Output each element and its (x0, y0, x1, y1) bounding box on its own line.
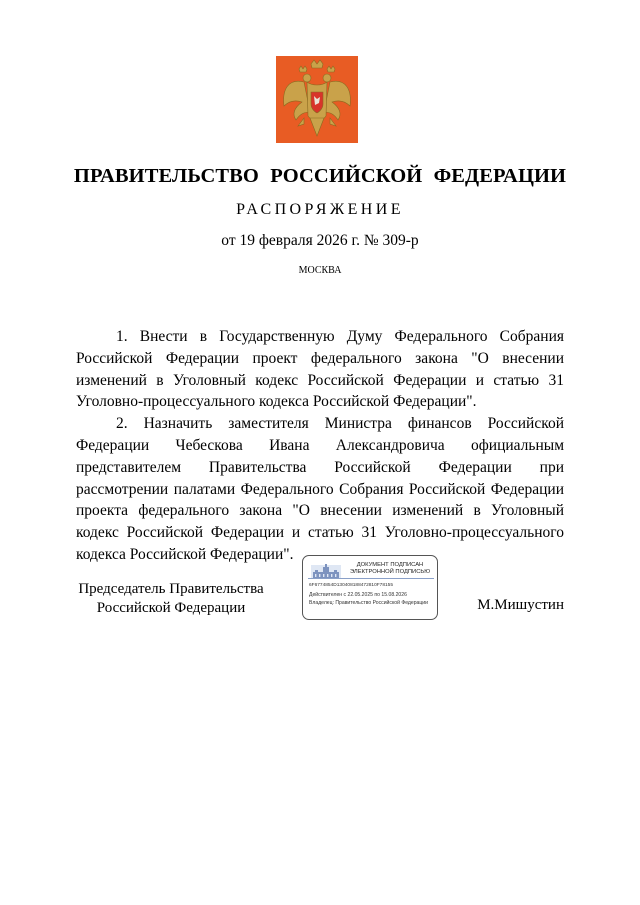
stamp-validity: Действителен с 22.05.2025 по 15.08.2026 (309, 592, 407, 598)
stamp-owner: Владелец: Правительство Российской Федерации (309, 600, 429, 606)
stamp-heading-line-1: ДОКУМЕНТ ПОДПИСАН (356, 562, 424, 568)
order-paragraph-1: 1. Внести в Государственную Думу Федерального Собрания Российской Федерации проект федерального закона "О внесении изменений в Уголовный кодекс Российской Федерации и статью 31 Уголовно-процессуального кодекса Российской Федерации". (76, 328, 564, 411)
russian-coat-of-arms-icon (276, 56, 358, 143)
stamp-heading-line-2: ЭЛЕКТРОННОЙ ПОДПИСЬЮ (349, 569, 431, 575)
signer-position-line-1: Председатель Правительства (78, 581, 264, 597)
stamp-heading (343, 562, 437, 576)
order-body (76, 326, 564, 566)
signer-position-line-2: Российской Федерации (96, 600, 246, 616)
government-title: ПРАВИТЕЛЬСТВО РОССИЙСКОЙ ФЕДЕРАЦИИ (73, 165, 567, 187)
order-paragraph-2: 2. Назначить заместителя Министра финансов Российской Федерации Чебескова Ивана Александровича официальным представителем Правительства Российской Федерации при рассмотрении палатами Федерального Собрания Российской Федерации проекта федерального закона "О внесении изменений в Уголовный кодекс Российской Федерации и статью 31 Уголовно-процессуального кодекса Российской Федерации". (76, 415, 564, 563)
signer-position (76, 580, 266, 618)
document-type: РАСПОРЯЖЕНИЕ (236, 201, 404, 218)
signer-name: М.Мишустин (477, 597, 564, 613)
electronic-signature-stamp (302, 555, 438, 620)
stamp-divider (308, 578, 434, 579)
stamp-certificate-serial: 6F6774854D130408188472810F78155 (309, 583, 394, 588)
document-city: МОСКВА (298, 265, 342, 276)
document-date-number: от 19 февраля 2026 г. № 309-р (221, 232, 419, 249)
